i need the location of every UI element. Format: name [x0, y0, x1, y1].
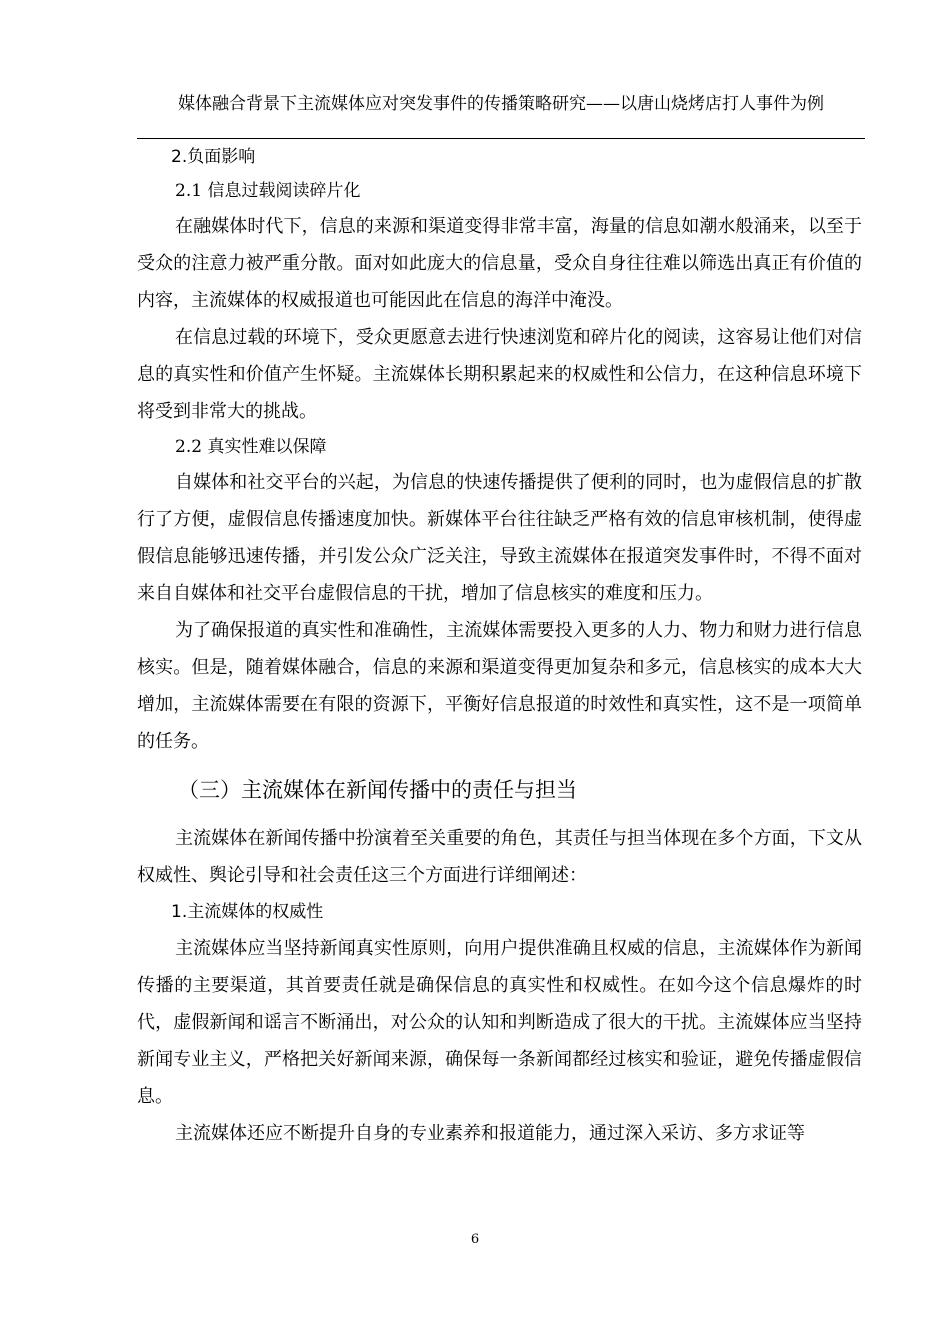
paragraph: 为了确保报道的真实性和准确性，主流媒体需要投入更多的人力、物力和财力进行信息核实。但是，随着媒体融合，信息的来源和渠道变得更加复杂和多元，信息核实的成本大大增加，主流媒体需要在有限的资源下，平衡好信息报道的时效性和真实性，这不是一项简单的任务。 — [137, 620, 862, 752]
paragraph: 自媒体和社交平台的兴起，为信息的快速传播提供了便利的同时，也为虚假信息的扩散行了方便，虚假信息传播速度加快。新媒体平台往往缺乏严格有效的信息审核机制，使得虚假信息能够迅速传播，并引发公众广泛关注，导致主流媒体在报道突发事件时，不得不面对来自自媒体和社交平台虚假信息的干扰，增加了信息核实的难度和压力。 — [137, 472, 862, 604]
paragraph: 主流媒体还应不断提升自身的专业素养和报道能力，通过深入采访、多方求证等 — [175, 1123, 805, 1144]
heading-negative-impact: 2.负面影响 — [171, 147, 256, 167]
section-heading-responsibility: （三）主流媒体在新闻传播中的责任与担当 — [178, 778, 577, 802]
heading-information-overload: 2.1 信息过载阅读碎片化 — [175, 181, 361, 201]
running-header: 媒体融合背景下主流媒体应对突发事件的传播策略研究——以唐山烧烤店打人事件为例 — [178, 94, 824, 114]
paragraph: 主流媒体在新闻传播中扮演着至关重要的角色，其责任与担当体现在多个方面，下文从权威性、舆论引导和社会责任这三个方面进行详细阐述： — [137, 828, 862, 886]
heading-authenticity: 2.2 真实性难以保障 — [175, 437, 327, 457]
heading-authority: 1.主流媒体的权威性 — [171, 902, 324, 922]
document-body — [137, 140, 862, 1152]
header-divider — [137, 138, 865, 139]
paragraph: 在信息过载的环境下，受众更愿意去进行快速浏览和碎片化的阅读，这容易让他们对信息的真实性和价值产生怀疑。主流媒体长期积累起来的权威性和公信力，在这种信息环境下将受到非常大的挑战。 — [137, 327, 862, 422]
paragraph: 在融媒体时代下，信息的来源和渠道变得非常丰富，海量的信息如潮水般涌来，以至于受众的注意力被严重分散。面对如此庞大的信息量，受众自身往往难以筛选出真正有价值的内容，主流媒体的权威报道也可能因此在信息的海洋中淹没。 — [137, 216, 862, 311]
page-number: 6 — [470, 1232, 480, 1247]
paragraph: 主流媒体应当坚持新闻真实性原则，向用户提供准确且权威的信息，主流媒体作为新闻传播的主要渠道，其首要责任就是确保信息的真实性和权威性。在如今这个信息爆炸的时代，虚假新闻和谣言不断涌出，对公众的认知和判断造成了很大的干扰。主流媒体应当坚持新闻专业主义，严格把关好新闻来源，确保每一条新闻都经过核实和验证，避免传播虚假信息。 — [137, 938, 862, 1107]
